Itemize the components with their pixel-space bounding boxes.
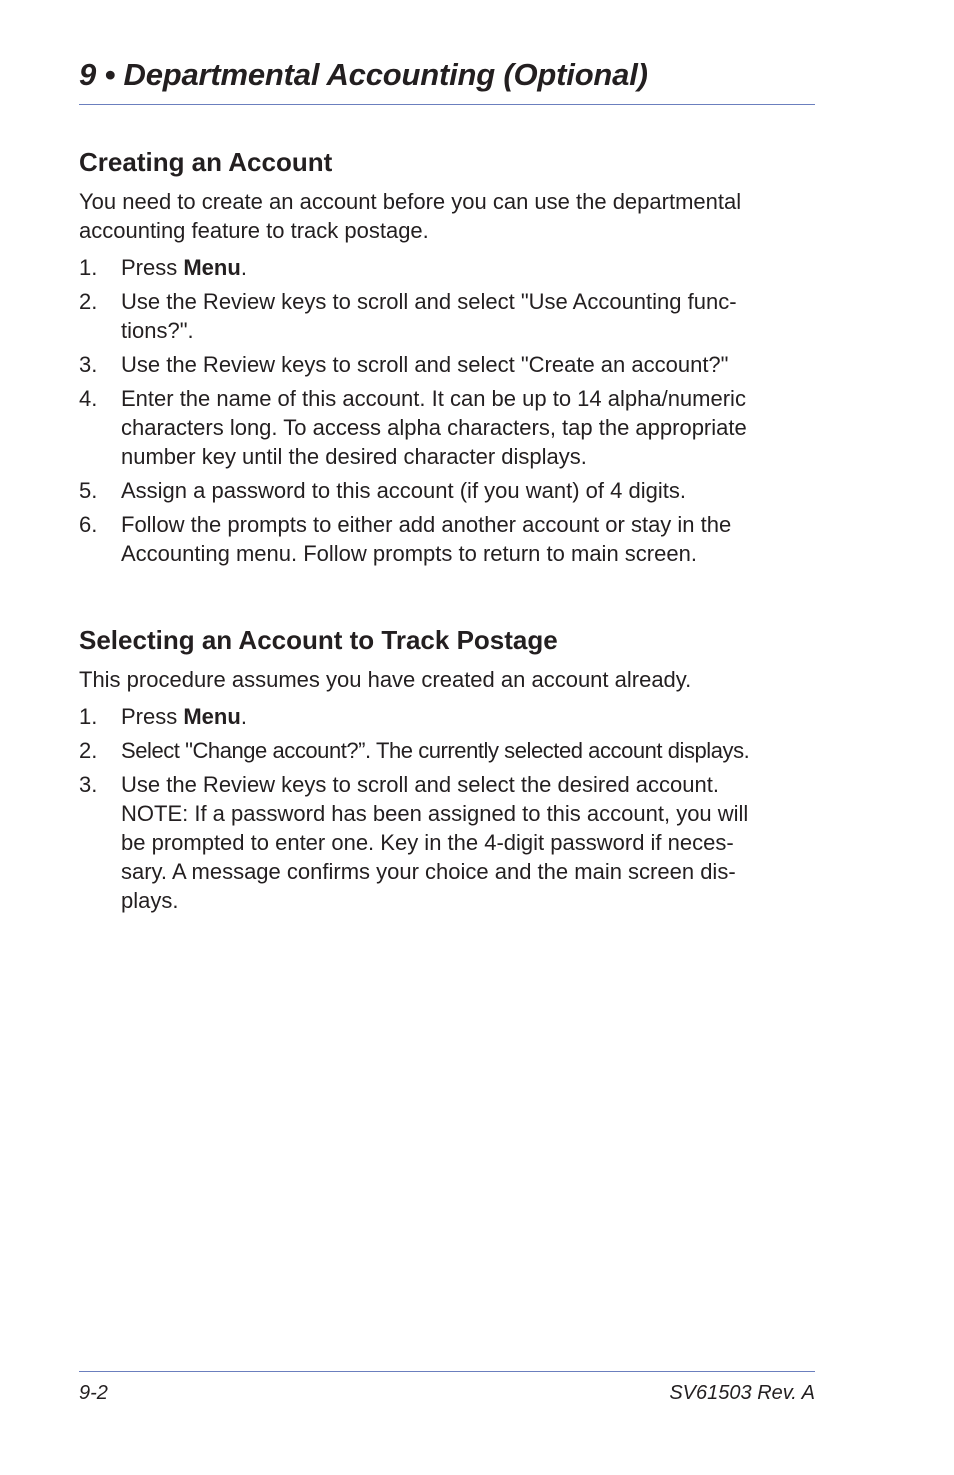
section-selecting-account bbox=[79, 623, 815, 920]
step-text-line: Accounting menu. Follow prompts to return to main screen. bbox=[121, 541, 697, 566]
steps-list bbox=[79, 253, 815, 568]
step-number: 3. bbox=[79, 772, 98, 797]
menu-key-label: Menu bbox=[183, 704, 241, 729]
page-number: 9-2 bbox=[79, 1382, 108, 1404]
step-text-line: tions?". bbox=[121, 318, 194, 343]
step-text-line: Follow the prompts to either add another account or stay in the bbox=[121, 512, 732, 537]
chapter-title: 9 • Departmental Accounting (Optional) bbox=[79, 57, 648, 92]
step-text-line: NOTE: If a password has been assigned to this account, you will bbox=[121, 801, 749, 826]
document-id: SV61503 Rev. A bbox=[669, 1382, 815, 1404]
section-intro bbox=[79, 187, 815, 245]
step-text-line: Enter the name of this account. It can be up to 14 alpha/numeric bbox=[121, 386, 746, 411]
step-text-line: plays. bbox=[121, 888, 179, 913]
step-item bbox=[79, 476, 815, 505]
step-text-line: characters long. To access alpha characters, tap the appropriate bbox=[121, 415, 747, 440]
step-text-pre: Press bbox=[121, 255, 184, 280]
step-text bbox=[121, 702, 815, 731]
step-text-line: Select "Change account?”. The currently selected account displays. bbox=[121, 738, 750, 763]
step-item bbox=[79, 384, 815, 471]
step-text-line: Assign a password to this account (if you want) of 4 digits. bbox=[121, 478, 686, 503]
step-item bbox=[79, 253, 815, 282]
manual-page bbox=[79, 0, 815, 1475]
step-number: 2. bbox=[79, 289, 98, 314]
step-item bbox=[79, 287, 815, 345]
step-number: 1. bbox=[79, 704, 98, 729]
intro-line: You need to create an account before you can use the departmental bbox=[79, 189, 742, 214]
step-item bbox=[79, 770, 815, 915]
step-item bbox=[79, 736, 815, 765]
header-rule bbox=[79, 104, 815, 105]
section-heading: Selecting an Account to Track Postage bbox=[79, 625, 558, 655]
step-number: 6. bbox=[79, 512, 98, 537]
step-number: 2. bbox=[79, 738, 98, 763]
step-item bbox=[79, 510, 815, 568]
step-text-post: . bbox=[240, 704, 247, 729]
intro-line: This procedure assumes you have created an account already. bbox=[79, 667, 692, 692]
step-text-pre: Press bbox=[121, 704, 184, 729]
step-text-line: Use the Review keys to scroll and select "Create an account?" bbox=[121, 352, 729, 377]
steps-list bbox=[79, 702, 815, 915]
step-number: 4. bbox=[79, 386, 98, 411]
step-text-line: Use the Review keys to scroll and select "Use Accounting func- bbox=[121, 289, 737, 314]
section-heading: Creating an Account bbox=[79, 147, 333, 177]
footer-rule bbox=[79, 1371, 815, 1372]
step-text-line: Use the Review keys to scroll and select the desired account. bbox=[121, 772, 719, 797]
step-number: 3. bbox=[79, 352, 98, 377]
step-item bbox=[79, 350, 815, 379]
section-creating-account bbox=[79, 145, 815, 573]
section-intro bbox=[79, 665, 815, 694]
step-text-line: sary. A message confirms your choice and the main screen dis- bbox=[121, 859, 736, 884]
menu-key-label: Menu bbox=[183, 255, 241, 280]
step-text-post: . bbox=[240, 255, 247, 280]
step-text-line: number key until the desired character displays. bbox=[121, 444, 587, 469]
intro-line: accounting feature to track postage. bbox=[79, 218, 429, 243]
step-number: 1. bbox=[79, 255, 98, 280]
step-text-line: be prompted to enter one. Key in the 4-digit password if neces- bbox=[121, 830, 734, 855]
step-text bbox=[121, 253, 815, 282]
step-item bbox=[79, 702, 815, 731]
step-number: 5. bbox=[79, 478, 98, 503]
